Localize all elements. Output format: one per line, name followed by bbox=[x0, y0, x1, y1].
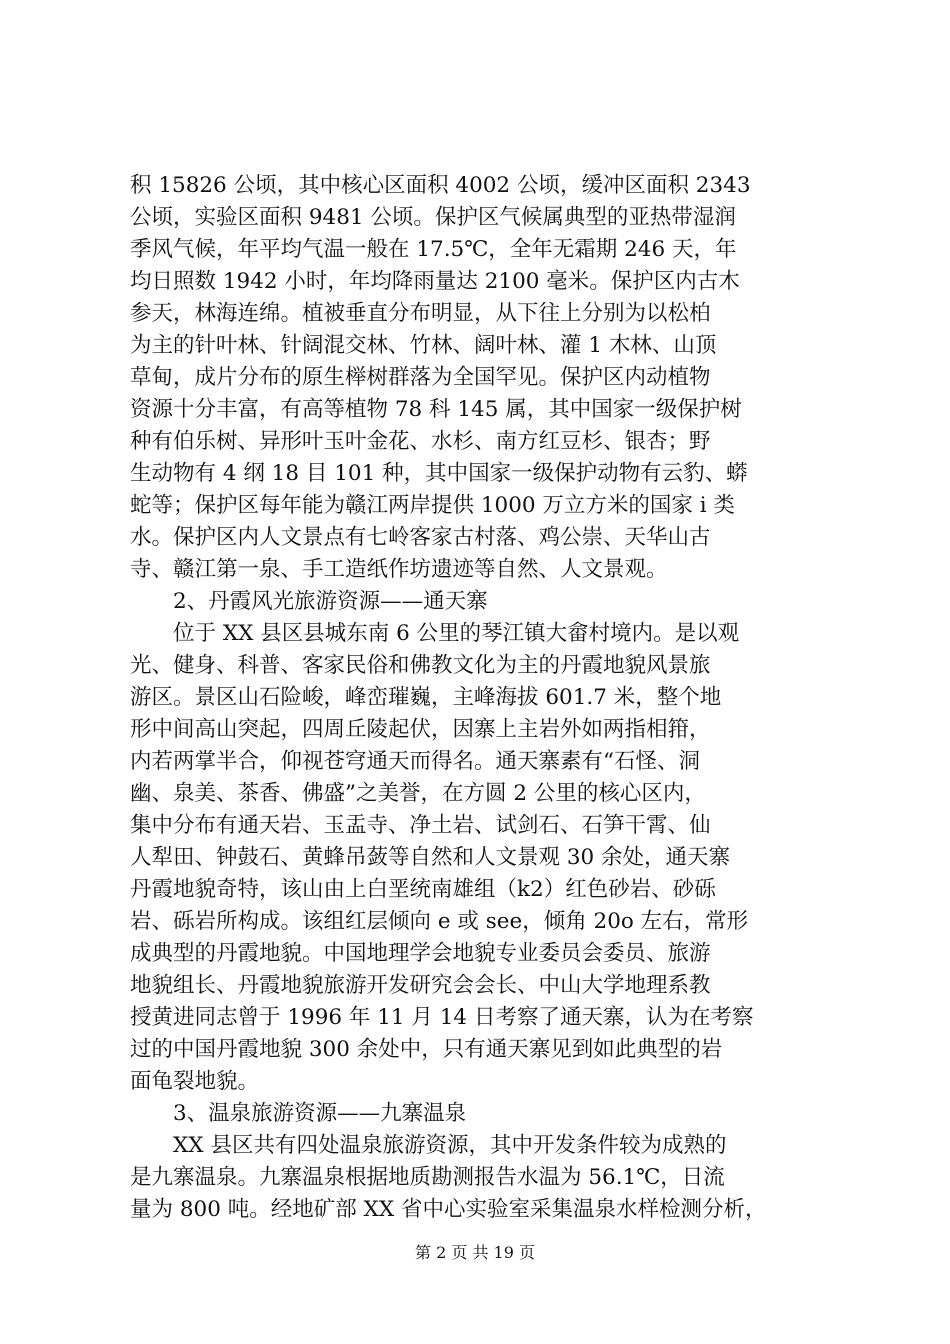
text-line: 为主的针叶林、针阔混交林、竹林、阔叶林、灌 1 木林、山顶 bbox=[130, 333, 717, 358]
text-line: 游区。景区山石险峻，峰峦璀巍，主峰海拔 601.7 米，整个地 bbox=[130, 685, 722, 710]
text-line: 生动物有 4 纲 18 目 101 种，其中国家一级保护动物有云豹、蟒 bbox=[130, 461, 748, 486]
text-line: 地貌组长、丹霞地貌旅游开发研究会会长、中山大学地理系教 bbox=[130, 973, 711, 998]
text-line: 光、健身、科普、客家民俗和佛教文化为主的丹霞地貌风景旅 bbox=[130, 653, 711, 678]
text-line: 蛇等；保护区每年能为赣江两岸提供 1000 万立方米的国家 i 类 bbox=[130, 493, 735, 518]
text-line: 集中分布有通天岩、玉盂寺、净土岩、试剑石、石笋干霄、仙 bbox=[130, 813, 711, 838]
paragraph-first-line: 位于 XX 县区县城东南 6 公里的琴江镇大畲村境内。是以观 bbox=[173, 621, 740, 646]
text-line: 均日照数 1942 小时，年均降雨量达 2100 毫米。保护区内古木 bbox=[130, 269, 740, 294]
text-line: 是九寨温泉。九寨温泉根据地质勘测报告水温为 56.1℃，日流 bbox=[130, 1165, 725, 1190]
text-line: 种有伯乐树、异形叶玉叶金花、水杉、南方红豆杉、银杏；野 bbox=[130, 429, 711, 454]
text-line: 形中间高山突起，四周丘陵起伏，因寨上主岩外如两指相箝， bbox=[130, 717, 711, 742]
page-number-footer: 第 2 页 共 19 页 bbox=[415, 1243, 535, 1262]
text-line: 授黄进同志曾于 1996 年 11 月 14 日考察了通天寨，认为在考察 bbox=[130, 1005, 754, 1030]
text-line: 面龟裂地貌。 bbox=[130, 1069, 260, 1094]
text-line: 过的中国丹霞地貌 300 余处中，只有通天寨见到如此典型的岩 bbox=[130, 1037, 723, 1062]
text-line: 内若两掌半合，仰视苍穹通天而得名。通天寨素有“石怪、洞 bbox=[130, 749, 700, 774]
text-line: 水。保护区内人文景点有七岭客家古村落、鸡公崇、天华山古 bbox=[130, 525, 711, 550]
text-line: 草甸，成片分布的原生榉树群落为全国罕见。保护区内动植物 bbox=[130, 365, 711, 390]
section-heading: 2、丹霞风光旅游资源——通天寨 bbox=[173, 589, 488, 614]
text-line: 人犁田、钟鼓石、黄蜂吊蔹等自然和人文景观 30 余处，通天寨 bbox=[130, 845, 731, 870]
text-line: 岩、砾岩所构成。该组红层倾向 e 或 see，倾角 20o 左右，常形 bbox=[130, 909, 749, 934]
text-line: 量为 800 吨。经地矿部 XX 省中心实验室采集温泉水样检测分析， bbox=[130, 1197, 767, 1222]
text-line: 公顷，实验区面积 9481 公顷。保护区气候属典型的亚热带湿润 bbox=[130, 205, 736, 230]
paragraph-first-line: XX 县区共有四处温泉旅游资源，其中开发条件较为成熟的 bbox=[173, 1133, 727, 1158]
text-line: 参天，林海连绵。植被垂直分布明显，从下往上分别为以松柏 bbox=[130, 301, 711, 326]
text-line: 丹霞地貌奇特，该山由上白垩统南雄组（k2）红色砂岩、砂砾 bbox=[130, 877, 716, 902]
text-line: 季风气候，年平均气温一般在 17.5℃，全年无霜期 246 天，年 bbox=[130, 237, 737, 262]
text-line: 资源十分丰富，有高等植物 78 科 145 属，其中国家一级保护树 bbox=[130, 397, 742, 422]
text-line: 成典型的丹霞地貌。中国地理学会地貌专业委员会委员、旅游 bbox=[130, 941, 711, 966]
text-line: 寺、赣江第一泉、手工造纸作坊遗迹等自然、人文景观。 bbox=[130, 557, 668, 582]
section-heading: 3、温泉旅游资源——九寨温泉 bbox=[173, 1101, 467, 1126]
text-line: 积 15826 公顷，其中核心区面积 4002 公顷，缓冲区面积 2343 bbox=[130, 173, 751, 198]
text-line: 幽、泉美、茶香、佛盛”之美誉，在方圆 2 公里的核心区内， bbox=[130, 781, 706, 806]
document-body bbox=[130, 170, 830, 1226]
